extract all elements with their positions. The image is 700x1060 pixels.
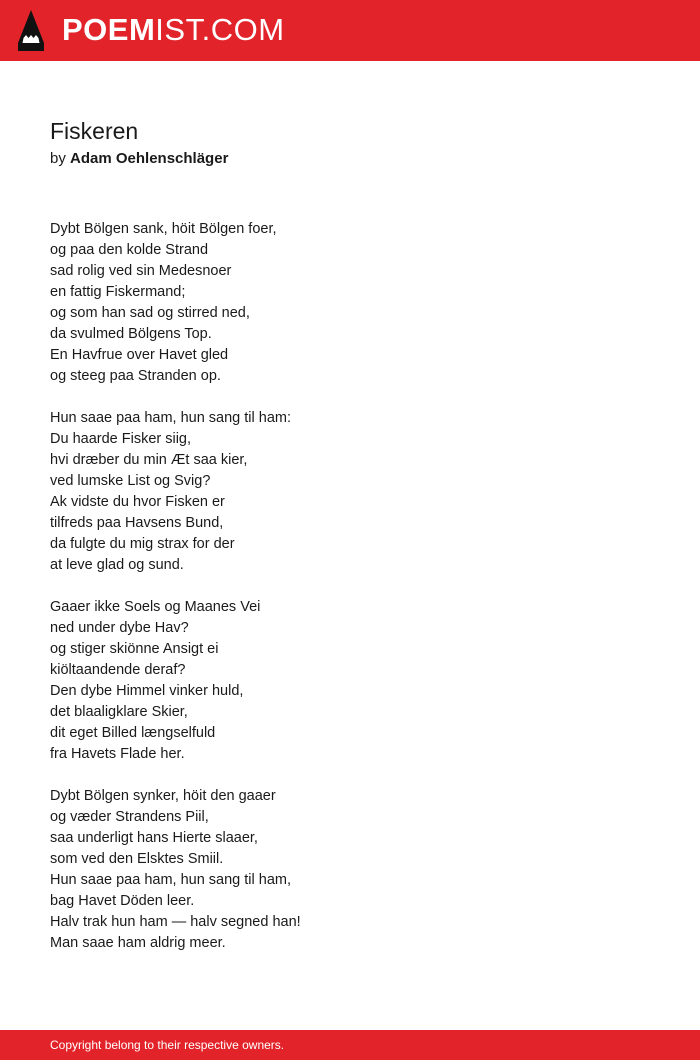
poem-line: Ak vidste du hvor Fisken er	[50, 494, 225, 510]
poem-body	[50, 219, 650, 975]
poem-line: en fattig Fiskermand;	[50, 284, 186, 300]
poem-line: Hun saae paa ham, hun sang til ham:	[50, 410, 292, 426]
stanza	[50, 786, 650, 954]
poem-line: kiöltaandende deraf?	[50, 662, 186, 678]
poem-line: da svulmed Bölgens Top.	[50, 326, 212, 342]
poem-line: at leve glad og sund.	[50, 557, 184, 573]
poem-line: fra Havets Flade her.	[50, 746, 185, 762]
poem-line: og steeg paa Stranden op.	[50, 368, 221, 384]
poem-line: som ved den Elsktes Smiil.	[50, 851, 224, 867]
site-logo[interactable]	[62, 12, 285, 48]
poem-line: Man saae ham aldrig meer.	[50, 935, 226, 951]
poem-line: sad rolig ved sin Medesnoer	[50, 263, 232, 279]
poem-line: saa underligt hans Hierte slaaer,	[50, 830, 258, 846]
pencil-tip-icon	[18, 10, 44, 51]
poem-line: Halv trak hun ham — halv segned han!	[50, 914, 301, 930]
poem-line: En Havfrue over Havet gled	[50, 347, 229, 363]
poem-line: Hun saae paa ham, hun sang til ham,	[50, 872, 292, 888]
poem-line: ned under dybe Hav?	[50, 620, 189, 636]
poem-line: og paa den kolde Strand	[50, 242, 209, 258]
stanza	[50, 408, 650, 576]
logo-text-light: IST.COM	[155, 12, 285, 47]
poem-line: og som han sad og stirred ned,	[50, 305, 250, 321]
site-header	[0, 0, 700, 61]
poem-line: hvi dræber du min Æt saa kier,	[50, 452, 248, 468]
poem-line: og væder Strandens Piil,	[50, 809, 209, 825]
site-footer	[0, 1030, 700, 1060]
poem-title: Fiskeren	[50, 118, 139, 144]
logo-text-bold: POEM	[62, 12, 156, 47]
poem-line: Dybt Bölgen sank, höit Bölgen foer,	[50, 221, 277, 237]
poem-line: Den dybe Himmel vinker huld,	[50, 683, 244, 699]
copyright-notice: Copyright belong to their respective owners.	[50, 1038, 285, 1052]
author-name: Adam Oehlenschläger	[70, 150, 229, 167]
poem-line: bag Havet Döden leer.	[50, 893, 195, 909]
poem-line: da fulgte du mig strax for der	[50, 536, 235, 552]
poem-line: Du haarde Fisker siig,	[50, 431, 192, 447]
poem-line: det blaaligklare Skier,	[50, 704, 188, 720]
poem-line: tilfreds paa Havsens Bund,	[50, 515, 224, 531]
poem-line: Dybt Bölgen synker, höit den gaaer	[50, 788, 276, 804]
byline-prefix: by	[50, 150, 66, 167]
stanza	[50, 219, 650, 387]
poem-line: ved lumske List og Svig?	[50, 473, 211, 489]
byline	[50, 148, 228, 170]
stanza	[50, 597, 650, 765]
poem-line: Gaaer ikke Soels og Maanes Vei	[50, 599, 261, 615]
poem-line: dit eget Billed længselfuld	[50, 725, 216, 741]
poem-line: og stiger skiönne Ansigt ei	[50, 641, 219, 657]
